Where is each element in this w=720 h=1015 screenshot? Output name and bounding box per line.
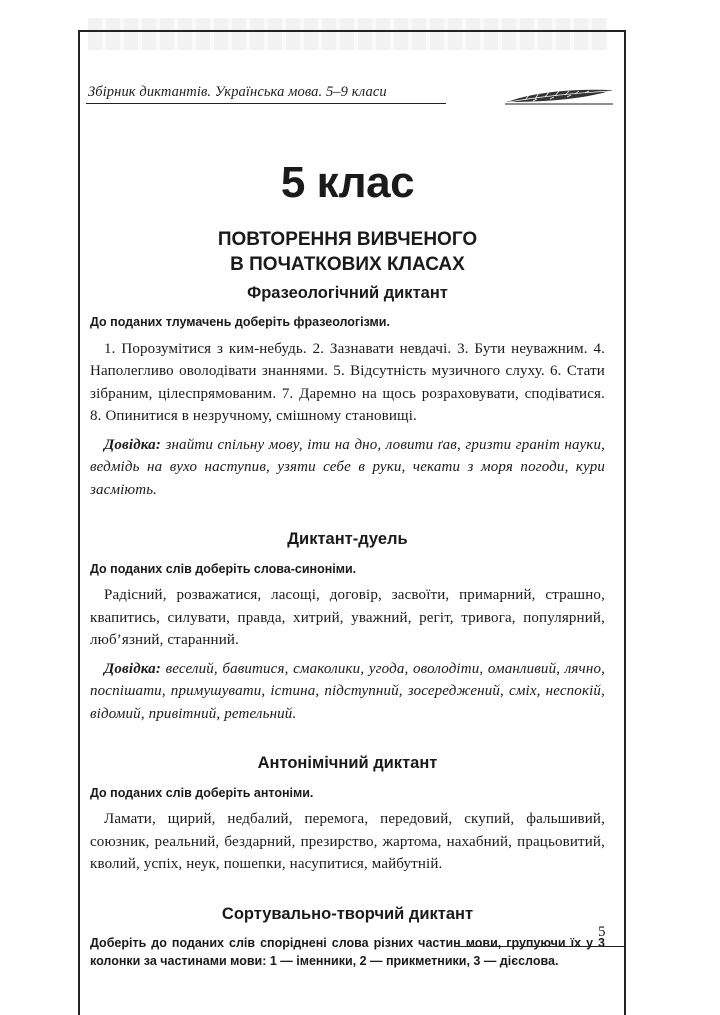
exercise-text: Ламати, щирий, недбалий, перемога, передовий, скупий, фальшивий, союзник, реальний, бездарний, презирство, жартома, нахабний, працьовитий, кволий, успіх, неук, пошепки, насупитися, майбутній. (90, 811, 605, 873)
exercise-hint (90, 658, 605, 726)
exercise-task: До поданих слів доберіть антоніми. (90, 785, 314, 800)
page-content (90, 160, 605, 970)
exercise-task: Доберіть до поданих слів споріднені слова різних частин мови, групуючи їх у 3 колонки за частинами мови: 1 — іменники, 2 — прикметники, 3 — дієслова. (90, 936, 605, 968)
exercise-task: До поданих слів доберіть слова-синоніми. (90, 561, 357, 576)
section-title-line2: В ПОЧАТКОВИХ КЛАСАХ (230, 253, 465, 275)
exercise-hint (90, 434, 605, 502)
exercise-task: До поданих тлумачень доберіть фразеологізми. (90, 315, 390, 330)
section-title-line1: ПОВТОРЕННЯ ВИВЧЕНОГО (217, 229, 478, 251)
grade-title: 5 клас (280, 158, 415, 207)
exercise-title: Сортувально-творчий диктант (221, 904, 474, 923)
hint-text: веселий, бавитися, смаколики, угода, оволодіти, оманливий, лячно, поспішати, примушувати, істина, підступний, зосереджений, сміх, неспокій, відомий, привітний, ретельний. (90, 660, 605, 722)
page-number: 5 (598, 924, 606, 940)
header-rule (86, 103, 446, 104)
exercise-title: Фразеологічний диктант (247, 283, 448, 302)
exercise-text: Радісний, розважатися, ласощі, договір, засвоїти, примарний, страшно, квапитись, силувати, правда, хитрий, уважний, регіт, тривога, популярний, люб’язний, старанний. (90, 587, 605, 649)
hint-text: знайти спільну мову, іти на дно, ловити ґав, гризти граніт науки, ведмідь на вухо наступив, узяти себе в руки, чекати з моря погоди, кури засміють. (90, 436, 605, 498)
hint-label: Довідка: (104, 436, 161, 453)
section-title (90, 228, 605, 277)
exercise-title: Антонімічний диктант (257, 754, 438, 773)
exercise-title: Диктант-дуель (287, 530, 408, 549)
footer-rule (455, 946, 626, 947)
hint-label: Довідка: (104, 660, 161, 677)
feather-icon (505, 82, 615, 112)
running-header: Збірник диктантів. Українська мова. 5–9 класи (88, 84, 387, 100)
exercise-text: 1. Порозумітися з ким-небудь. 2. Зазнавати невдачі. 3. Бути неуважним. 4. Наполегливо оволодівати знаннями. 5. Відсутність музичного слуху. 6. Стати зібраним, цілеспрямованим. 7. Даремно на щось розраховувати, сподіватися. 8. Опинитися в незручному, смішному становищі. (90, 340, 605, 425)
